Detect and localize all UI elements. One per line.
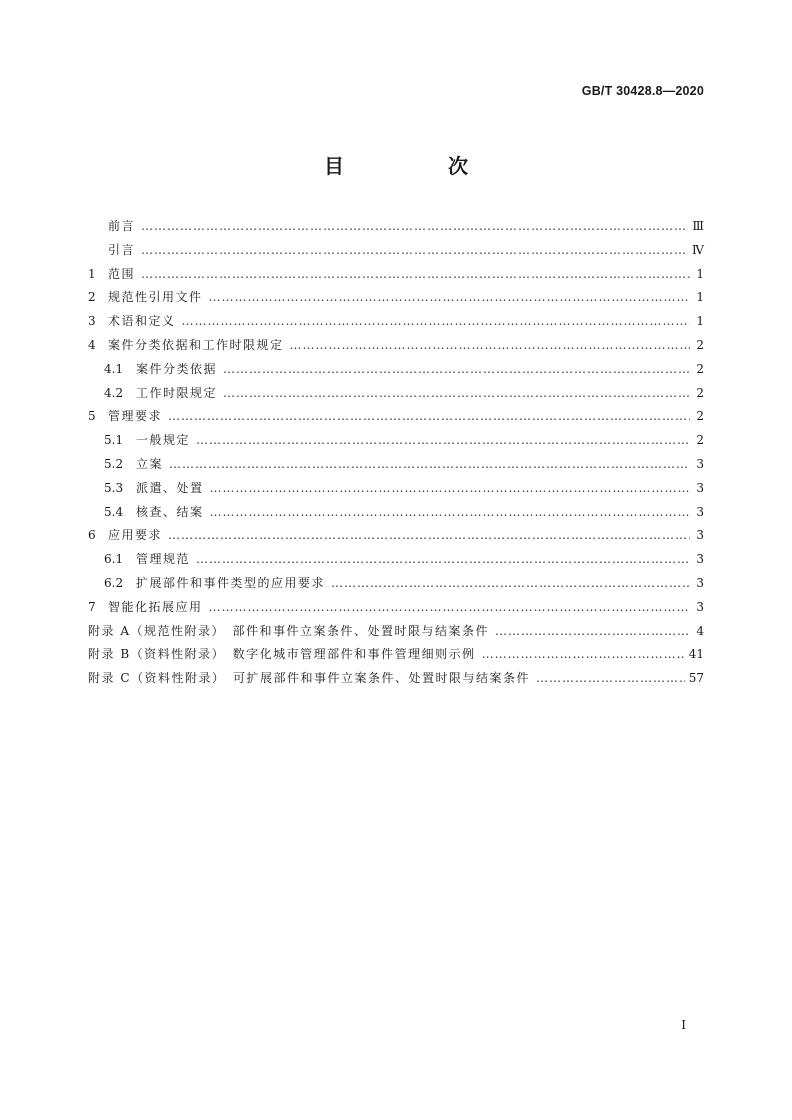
toc-entry[interactable] <box>88 382 704 406</box>
toc-entry-label: 案件分类依据和工作时限规定 <box>108 337 284 352</box>
toc-leader-dots <box>290 334 690 358</box>
toc-entry-page: 3 <box>696 552 704 567</box>
toc-entry[interactable] <box>88 524 704 548</box>
toc-leader-dots <box>482 643 685 667</box>
toc-leader-dots <box>223 382 690 406</box>
toc-entry[interactable] <box>88 334 704 358</box>
page-title: 目 次 <box>324 154 510 178</box>
toc-entry-page: 3 <box>696 575 704 590</box>
toc-entry[interactable] <box>88 215 704 239</box>
page-number: I <box>681 1018 686 1032</box>
toc-leader-dots <box>210 501 690 525</box>
toc-entry[interactable] <box>88 405 704 429</box>
toc-entry-number: 2 <box>88 290 96 305</box>
toc-entry-label: 工作时限规定 <box>136 385 218 400</box>
toc-entry[interactable] <box>88 263 704 287</box>
toc-entry-label: 案件分类依据 <box>136 361 218 376</box>
toc-leader-dots <box>196 429 690 453</box>
toc-entry-number: 5.3 <box>104 480 124 495</box>
toc-entry[interactable] <box>88 572 704 596</box>
toc-entry-number: 6.1 <box>104 552 124 567</box>
toc-entry-number: 4 <box>88 337 96 352</box>
toc-leader-dots <box>169 453 690 477</box>
toc-entry[interactable] <box>88 453 704 477</box>
toc-entry[interactable] <box>88 286 704 310</box>
toc-entry-label: 扩展部件和事件类型的应用要求 <box>136 575 326 590</box>
toc-entry-page: 2 <box>696 361 704 376</box>
toc-entry-number: 4.2 <box>104 385 124 400</box>
toc-leader-dots <box>209 286 690 310</box>
toc-leader-dots <box>141 239 688 263</box>
toc-entry-page: 3 <box>696 480 704 495</box>
toc-entry-number: 7 <box>88 599 96 614</box>
toc-entry-label: 附录 A（规范性附录） 部件和事件立案条件、处置时限与结案条件 <box>88 623 489 638</box>
toc-entry-number: 4.1 <box>104 361 124 376</box>
toc-entry-label: 附录 C（资料性附录） 可扩展部件和事件立案条件、处置时限与结案条件 <box>88 671 530 686</box>
toc-entry-page: 2 <box>696 385 704 400</box>
toc-entry-page: 2 <box>696 409 704 424</box>
toc-entry[interactable] <box>88 667 704 691</box>
toc-entry[interactable] <box>88 620 704 644</box>
toc-entry-page: Ⅳ <box>692 242 704 257</box>
toc-entry-page: 1 <box>696 314 704 329</box>
toc-entry-page: 3 <box>696 504 704 519</box>
document-id: GB/T 30428.8—2020 <box>581 84 704 98</box>
toc-leader-dots <box>168 524 690 548</box>
toc-entry-number: 3 <box>88 314 96 329</box>
toc-leader-dots <box>141 215 688 239</box>
toc-leader-dots <box>168 405 690 429</box>
toc-entry-page: Ⅲ <box>692 219 704 233</box>
toc-leader-dots <box>223 358 690 382</box>
toc-entry[interactable] <box>88 358 704 382</box>
toc-entry[interactable] <box>88 548 704 572</box>
toc-leader-dots <box>536 667 685 691</box>
toc-entry-number: 1 <box>88 266 96 281</box>
toc-entry-number: 5 <box>88 409 96 424</box>
toc-entry-number: 6.2 <box>104 575 124 590</box>
toc-entry[interactable] <box>88 596 704 620</box>
toc-entry-page: 2 <box>696 337 704 352</box>
toc-entry-label: 智能化拓展应用 <box>108 599 203 614</box>
table-of-contents <box>88 215 704 691</box>
toc-entry[interactable] <box>88 477 704 501</box>
toc-entry-label: 立案 <box>136 456 164 471</box>
toc-entry[interactable] <box>88 643 704 667</box>
toc-leader-dots <box>196 548 690 572</box>
toc-entry[interactable] <box>88 310 704 334</box>
toc-entry-label: 前言 <box>108 219 136 233</box>
toc-entry-page: 57 <box>688 671 704 686</box>
toc-entry-label: 应用要求 <box>108 528 163 543</box>
toc-entry-label: 派遣、处置 <box>136 480 204 495</box>
toc-entry-label: 术语和定义 <box>108 314 176 329</box>
toc-entry-label: 核查、结案 <box>136 504 204 519</box>
toc-entry[interactable] <box>88 501 704 525</box>
toc-entry-page: 1 <box>696 290 704 305</box>
toc-entry[interactable] <box>88 429 704 453</box>
toc-entry-label: 一般规定 <box>136 433 191 448</box>
toc-entry-number: 5.4 <box>104 504 124 519</box>
toc-entry-page: 3 <box>696 456 704 471</box>
toc-entry[interactable] <box>88 239 704 263</box>
toc-entry-label: 范围 <box>108 266 136 281</box>
toc-leader-dots <box>141 263 690 287</box>
toc-entry-page: 2 <box>696 433 704 448</box>
toc-entry-page: 1 <box>696 266 704 281</box>
toc-entry-number: 6 <box>88 528 96 543</box>
toc-entry-page: 3 <box>696 528 704 543</box>
toc-leader-dots <box>495 620 690 644</box>
toc-entry-page: 3 <box>696 599 704 614</box>
toc-entry-label: 规范性引用文件 <box>108 290 203 305</box>
toc-leader-dots <box>182 310 690 334</box>
toc-entry-label: 附录 B（资料性附录） 数字化城市管理部件和事件管理细则示例 <box>88 647 476 662</box>
toc-entry-label: 管理要求 <box>108 409 163 424</box>
toc-entry-number: 5.1 <box>104 433 124 448</box>
toc-entry-label: 管理规范 <box>136 552 191 567</box>
toc-entry-page: 41 <box>688 647 704 662</box>
toc-entry-number: 5.2 <box>104 456 124 471</box>
toc-entry-page: 4 <box>696 623 704 638</box>
toc-leader-dots <box>331 572 690 596</box>
toc-leader-dots <box>210 477 690 501</box>
toc-entry-label: 引言 <box>108 242 136 257</box>
toc-leader-dots <box>209 596 690 620</box>
